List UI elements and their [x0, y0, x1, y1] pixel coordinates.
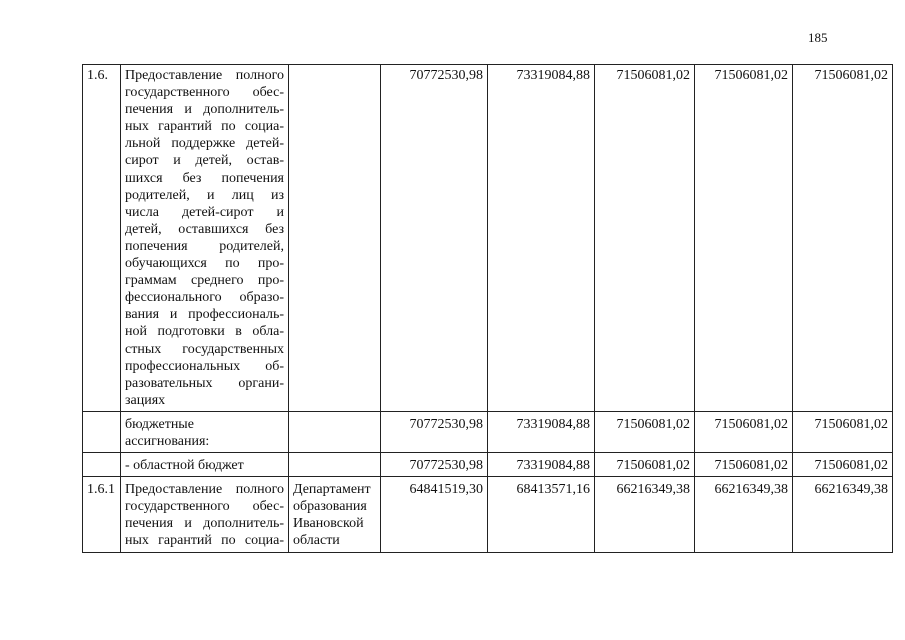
- value-cell: 73319084,88: [488, 411, 595, 452]
- row-name: [121, 477, 289, 552]
- value-cell: 66216349,38: [793, 477, 893, 552]
- text-line: Предоставление полного: [125, 68, 284, 83]
- text-line: ных гарантий по социа-: [125, 119, 284, 135]
- text-line: профессиональных об-: [125, 358, 284, 374]
- text-line: Предоставление полного: [125, 482, 284, 498]
- text-line: стных государственных: [125, 341, 284, 357]
- text-line: граммам среднего про-: [125, 273, 284, 289]
- text-line: шихся без попечения: [125, 170, 284, 186]
- text-line: печения и дополнитель-: [125, 102, 284, 118]
- row-code: 1.6.: [83, 65, 121, 412]
- text-line: ных гарантий по социа-: [125, 533, 284, 549]
- value-cell: 68413571,16: [488, 477, 595, 552]
- value-cell: 64841519,30: [381, 477, 488, 552]
- text-line: государственного обес-: [125, 85, 284, 101]
- text-line: детей, оставшихся без: [125, 221, 284, 237]
- value-cell: 71506081,02: [695, 453, 793, 477]
- row-name-lines: [125, 457, 284, 474]
- table-row: [83, 65, 893, 412]
- text-line: числа детей-сирот и: [125, 204, 284, 220]
- row-name: [121, 453, 289, 477]
- value-cell: 71506081,02: [595, 453, 695, 477]
- row-name-lines: [125, 67, 284, 409]
- text-line: Департамент: [293, 482, 371, 498]
- value-cell: 70772530,98: [381, 453, 488, 477]
- value-cell: 71506081,02: [595, 65, 695, 412]
- text-line: зациях: [125, 392, 166, 408]
- text-line: области: [293, 533, 340, 549]
- text-line: попечения родителей,: [125, 238, 284, 254]
- value-cell: 71506081,02: [793, 453, 893, 477]
- row-name-lines: [125, 481, 284, 549]
- row-name: [121, 411, 289, 452]
- row-code: 1.6.1: [83, 477, 121, 552]
- text-line: фессионального образо-: [125, 290, 284, 306]
- value-cell: 71506081,02: [695, 65, 793, 412]
- value-cell: 66216349,38: [595, 477, 695, 552]
- text-line: родителей, и лиц из: [125, 187, 284, 203]
- value-cell: 70772530,98: [381, 411, 488, 452]
- text-line: ной подготовки в обла-: [125, 324, 284, 340]
- text-line: разовательных органи-: [125, 375, 284, 391]
- text-line: обучающихся по про-: [125, 256, 284, 272]
- row-executor: [289, 411, 381, 452]
- text-line: бюджетные: [125, 416, 194, 432]
- row-code: [83, 453, 121, 477]
- table-row: [83, 411, 893, 452]
- text-line: Ивановской: [293, 516, 364, 532]
- table-row: [83, 477, 893, 552]
- value-cell: 73319084,88: [488, 453, 595, 477]
- text-line: образования: [293, 499, 367, 515]
- row-code: [83, 411, 121, 452]
- page-number: 185: [808, 30, 828, 45]
- text-line: ассигнования:: [125, 433, 210, 449]
- value-cell: 71506081,02: [695, 411, 793, 452]
- text-line: льной поддержке детей-: [125, 136, 284, 152]
- value-cell: 71506081,02: [793, 411, 893, 452]
- value-cell: 71506081,02: [793, 65, 893, 412]
- value-cell: 71506081,02: [595, 411, 695, 452]
- row-executor: [289, 65, 381, 412]
- row-name-lines: [125, 416, 284, 450]
- value-cell: 66216349,38: [695, 477, 793, 552]
- row-executor: [289, 453, 381, 477]
- text-line: государственного обес-: [125, 499, 284, 515]
- value-cell: 73319084,88: [488, 65, 595, 412]
- row-executor-lines: [293, 481, 376, 549]
- row-executor: [289, 477, 381, 552]
- row-name: [121, 65, 289, 412]
- value-cell: 70772530,98: [381, 65, 488, 412]
- table-row: [83, 453, 893, 477]
- text-line: сирот и детей, остав-: [125, 153, 284, 169]
- text-line: - областной бюджет: [125, 458, 244, 474]
- text-line: вания и профессиональ-: [125, 307, 284, 323]
- budget-table: [82, 64, 893, 553]
- text-line: печения и дополнитель-: [125, 516, 284, 532]
